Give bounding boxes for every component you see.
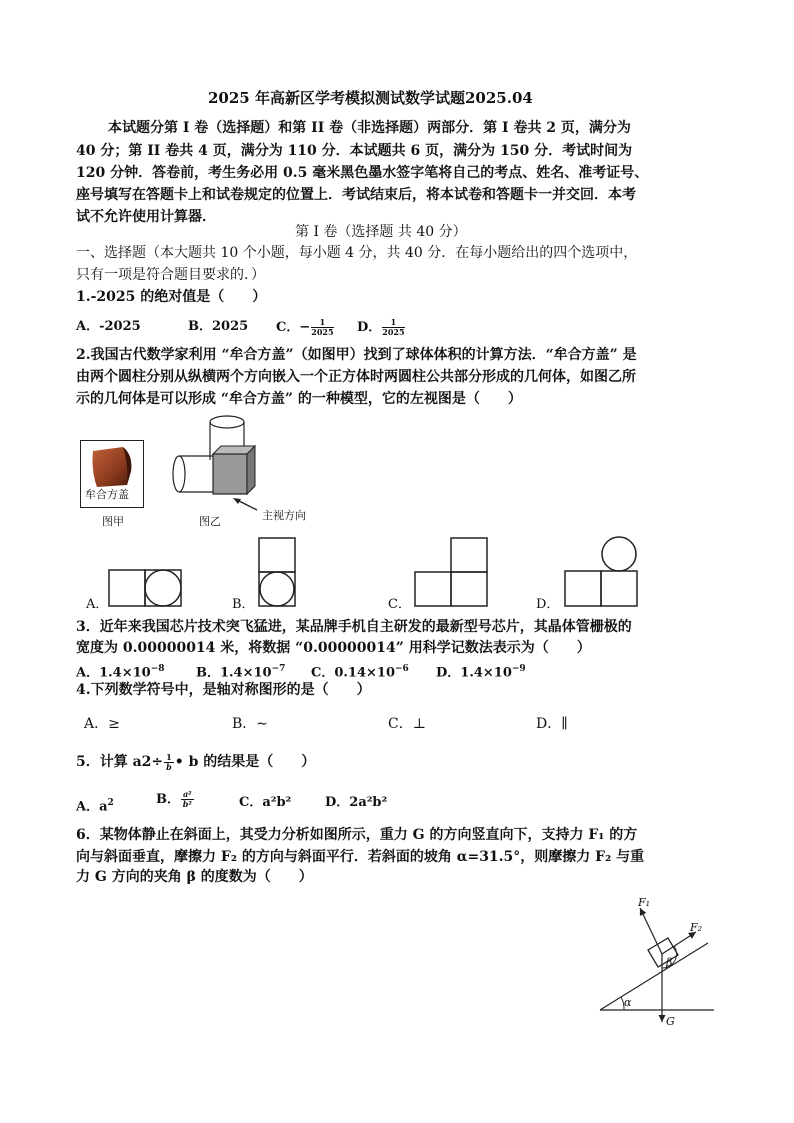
q6-incline-force-diagram [596,888,726,1028]
figure-jia-mouhefanggai [80,440,144,508]
question-1-stem: 1.-2025 的绝对值是（ ） [76,289,267,305]
q2-option-b-figure [258,537,296,607]
q5-option-a: A．$a^2$ [76,798,114,815]
intro-line: 本试题分第 I 卷（选择题）和第 II 卷（非选择题）两部分．第 I 卷共 2 页，满分为 [108,120,631,136]
q4-option-c: C．⊥ [388,716,426,732]
figure-jia-label: 图甲 [102,515,124,528]
question-3-stem: 宽度为 0.00000014 米，将数据 “0.00000014” 用科学记数法表示为（ ） [76,640,591,656]
q3-option-b: B．$1.4\times 10^{-7}$ [196,664,286,681]
q4-option-b: B．∼ [232,716,269,732]
q2-option-c-figure [414,537,488,607]
q2-option-d: D． [536,597,560,612]
view-direction-label: 主视方向 [262,509,306,522]
section-desc: 只有一项是符合题目要求的．） [76,267,265,283]
question-6-stem: 6．某物体静止在斜面上，其受力分析如图所示，重力 G 的方向竖直向下，支持力 F₁ 的方 [76,827,638,843]
q3-option-a: A．$1.4\times 10^{-8}$ [76,664,165,681]
q5-option-c: C．a²b² [239,795,292,810]
q2-option-d-figure [564,535,638,607]
q2-option-a: A． [86,597,109,612]
question-3-stem: 3．近年来我国芯片技术突飞猛进，某品牌手机自主研发的最新型号芯片，其晶体管栅极的 [76,619,632,635]
q2-option-b: B． [232,597,255,612]
q1-option-d: D． $\frac{1}{2025}$ [357,317,405,337]
q2-option-c: C． [388,597,411,612]
q3-option-d: D．$1.4\times 10^{-9}$ [436,664,526,681]
question-2-stem: 示的几何体是可以形成 “牟合方盖” 的一种模型，它的左视图是（ ） [76,391,522,407]
question-6-stem: 力 G 方向的夹角 β 的度数为（ ） [76,869,313,885]
q1-option-c: C．− $\frac{1}{2025}$ [276,317,334,337]
q3-option-c: C．$0.14\times 10^{-6}$ [311,664,409,681]
label-f2: F₂ [690,921,703,934]
question-2-stem: 2.我国古代数学家利用 “牟合方盖”（如图甲）找到了球体体积的计算方法．“牟合方盖” 是 [76,347,637,363]
q5-option-d: D．2a²b² [325,795,388,810]
intro-line: 120 分钟．答卷前，考生务必用 0.5 毫米黑色墨水签字笔将自己的考点、姓名、准考证号、 [76,165,649,181]
q1-option-a: A．-2025 [76,319,141,334]
question-4-stem: 4.下列数学符号中，是轴对称图形的是（ ） [76,682,371,698]
figure-jia-caption: 牟合方盖 [85,488,129,501]
q4-option-a: A．≥ [84,716,120,732]
label-alpha: α [624,996,632,1009]
q2-option-a-figure [108,569,182,607]
page-title: 2025 年高新区学考模拟测试数学试题2025.04 [208,89,533,107]
label-f1: F₁ [638,896,651,909]
figure-yi-label: 图乙 [199,515,221,528]
q4-option-d: D．∥ [536,716,568,732]
q1-option-b: B．2025 [188,319,249,334]
section-desc: 一、选择题（本大题共 10 个小题，每小题 4 分，共 40 分．在每小题给出的四个选项中， [76,245,638,261]
question-2-stem: 由两个圆柱分别从纵横两个方向嵌入一个正方体时两圆柱公共部分形成的几何体，如图乙所 [76,369,636,385]
intro-line: 40 分；第 II 卷共 4 页，满分为 110 分．本试题共 6 页，满分为 150 分．考试时间为 [76,143,633,159]
intro-line: 座号填写在答题卡上和试卷规定的位置上．考试结束后，将本试卷和答题卡一并交回．本考 [76,187,636,203]
intro-line: 试不允许使用计算器． [76,209,216,225]
section-title: 第 I 卷（选择题 共 40 分） [295,224,467,240]
question-5-stem: 5．计算 a2÷ $\frac{1}{b}$ • b 的结果是（ ） [76,751,316,772]
label-beta: β [666,956,673,969]
q5-option-b: B． $\frac{\text{a²}}{\text{b²}}$ [156,789,192,809]
label-g: G [666,1015,675,1028]
question-6-stem: 向与斜面垂直，摩擦力 F₂ 的方向与斜面平行．若斜面的坡角 α=31.5°，则摩擦力 F₂ 与重 [76,849,645,865]
